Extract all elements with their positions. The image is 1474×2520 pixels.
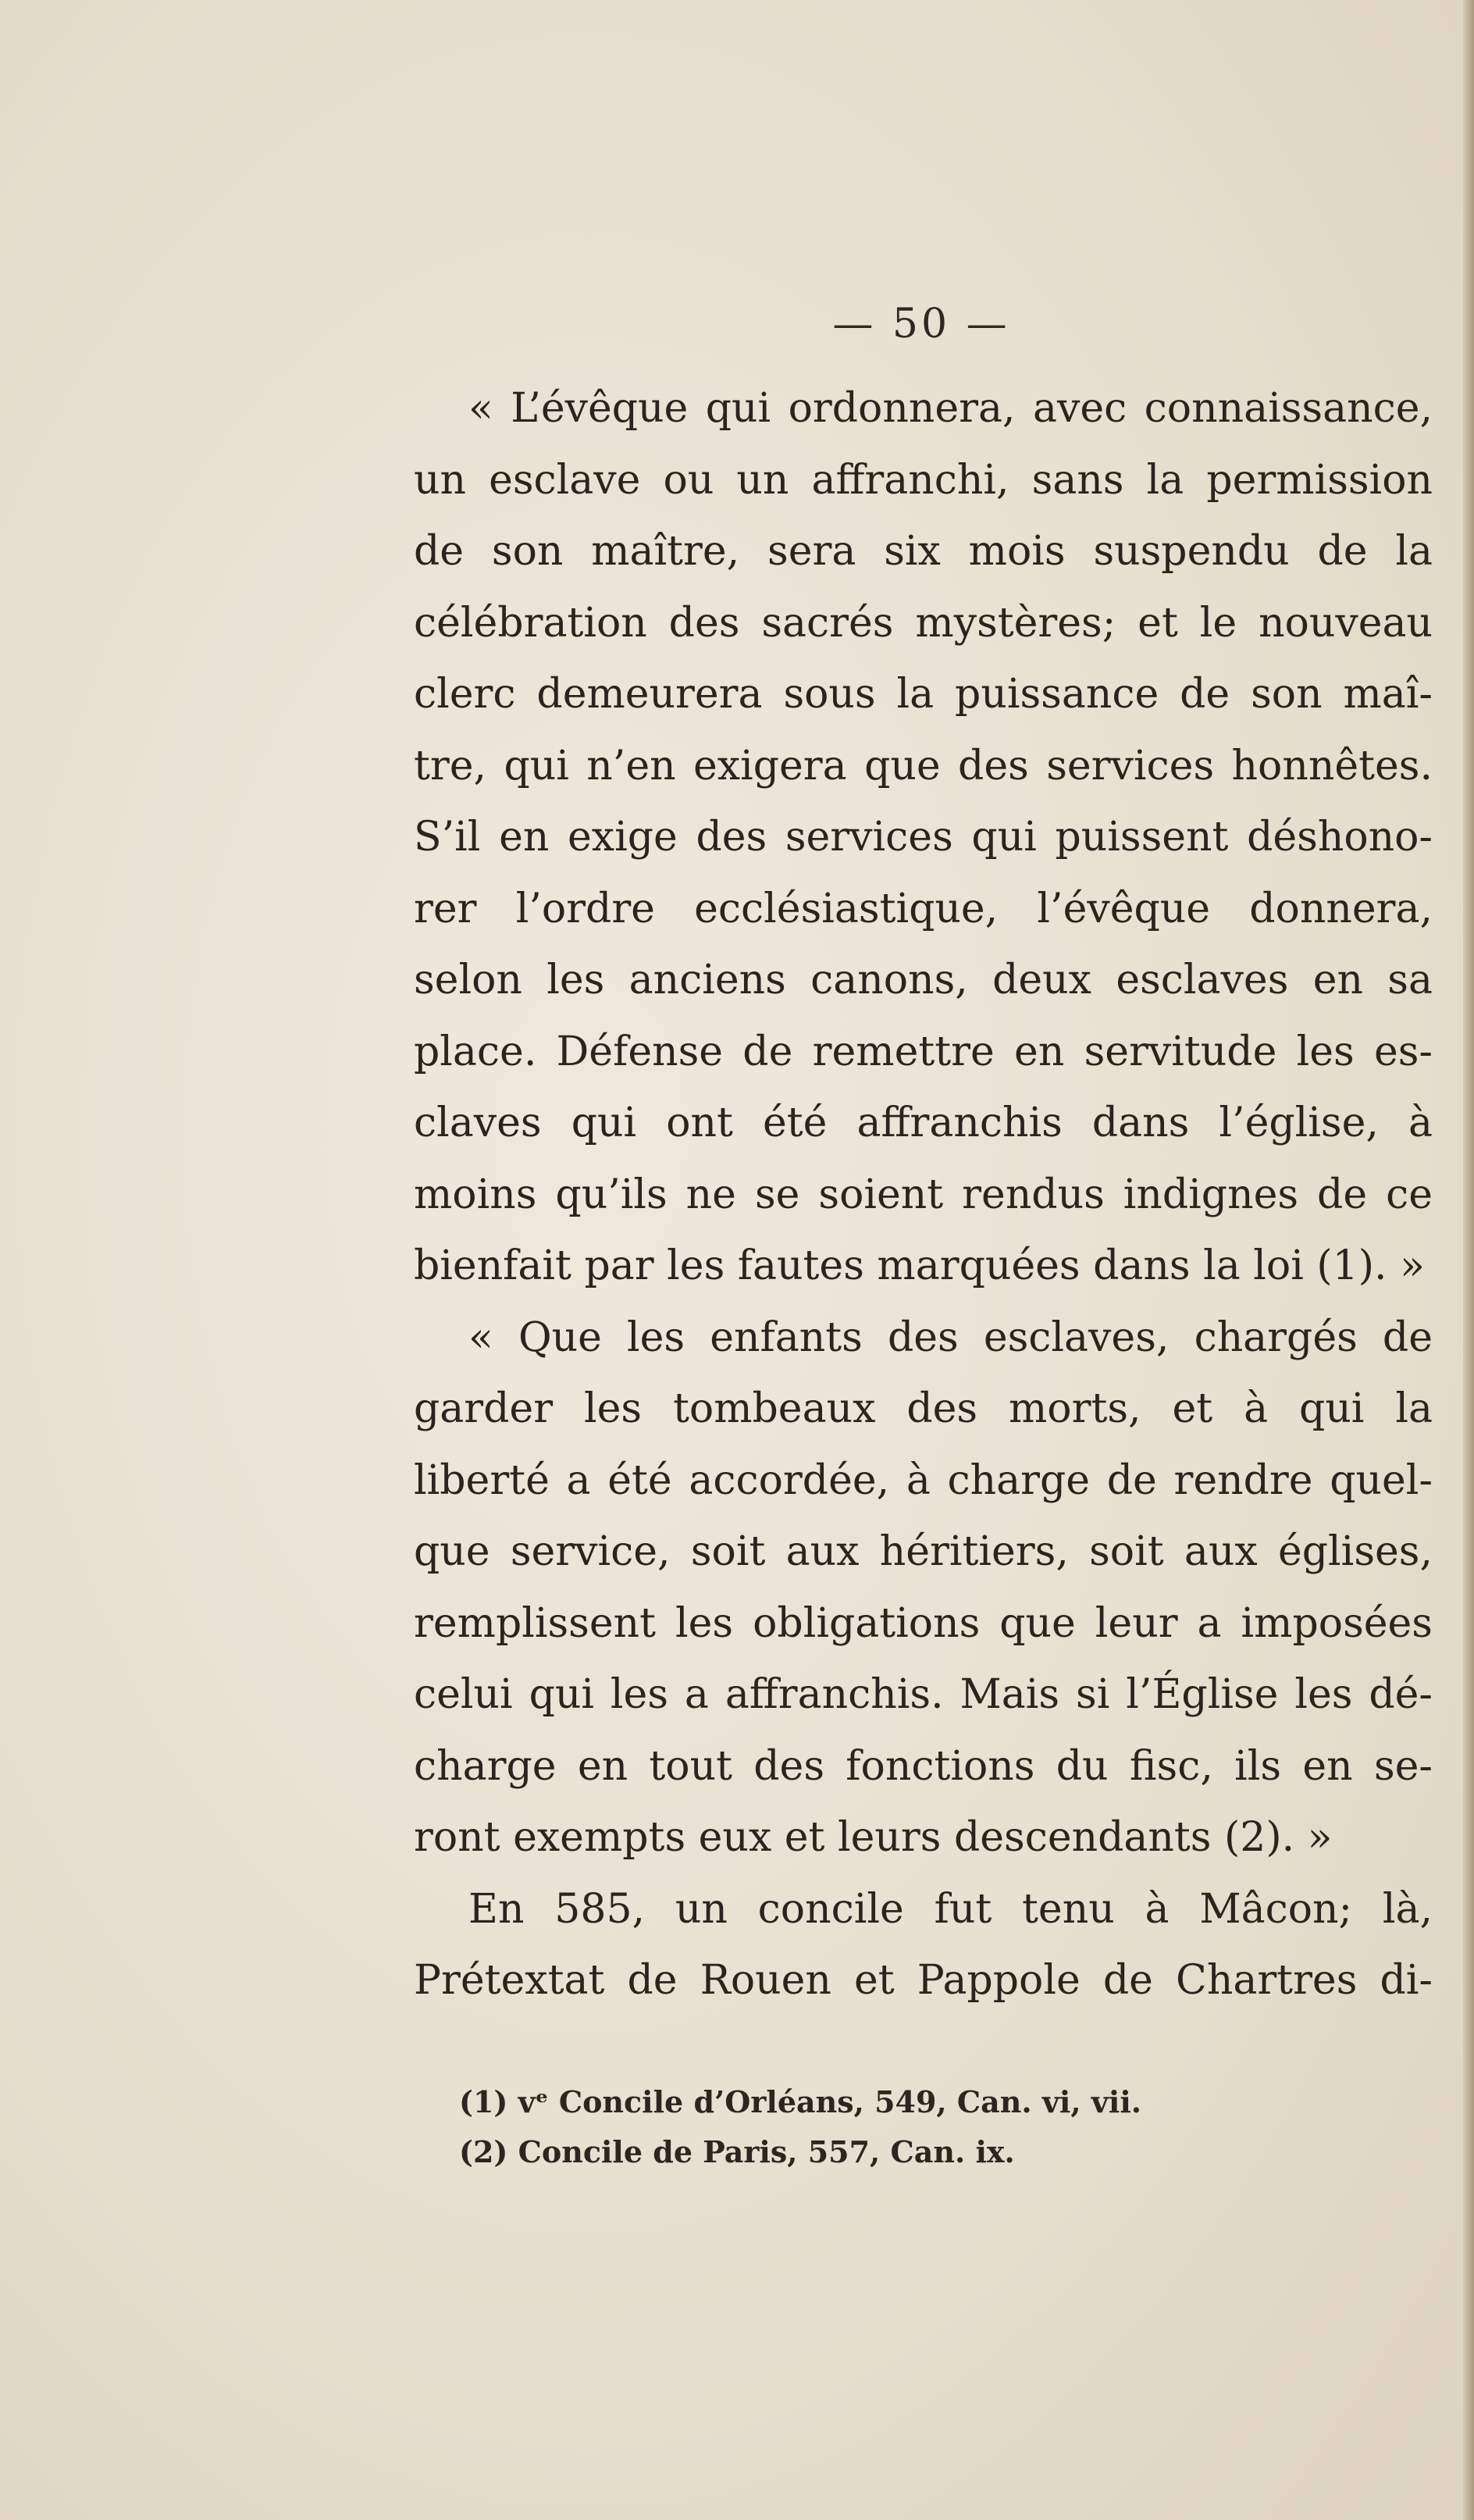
text-line: charge en tout des fonctions du fisc, ils en se- [414, 1742, 1433, 1790]
text-line: selon les anciens canons, deux esclaves en sa [414, 957, 1433, 1003]
text-line: moins qu’ils ne se soient rendus indignes de ce [414, 1171, 1433, 1218]
text-line: un esclave ou un affranchi, sans la permission [414, 456, 1433, 504]
text-line: Prétextat de Rouen et Pappole de Chartres di- [414, 1957, 1433, 2004]
text-line: place. Défense de remettre en servitude les es- [414, 1028, 1433, 1075]
text-line: que service, soit aux héritiers, soit aux églises, [414, 1528, 1433, 1575]
text-line: tre, qui n’en exigera que des services honnêtes. [414, 742, 1433, 790]
footnote-1: (1) vᵉ Concile d’Orléans, 549, Can. vi, vii. [459, 2084, 1141, 2119]
page-number: — 50 — [832, 301, 1010, 348]
text-line: garder les tombeaux des morts, et à qui la [414, 1385, 1433, 1432]
text-line: claves qui ont été affranchis dans l’église, à [414, 1100, 1433, 1146]
text-line: « Que les enfants des esclaves, chargés de [468, 1313, 1433, 1361]
footnote-2: (2) Concile de Paris, 557, Can. ix. [459, 2134, 1015, 2169]
text-line: remplissent les obligations que leur a imposées [414, 1599, 1433, 1647]
text-line: ront exempts eux et leurs descendants (2). » [414, 1814, 1333, 1861]
text-line: En 585, un concile fut tenu à Mâcon; là, [468, 1885, 1433, 1933]
text-line: S’il en exige des services qui puissent déshono- [414, 814, 1433, 861]
footnotes [459, 2077, 1396, 2177]
text-line: bienfait par les fautes marquées dans la loi (1). » [414, 1242, 1425, 1289]
page-edge [1463, 0, 1474, 2520]
text-line: celui qui les a affranchis. Mais si l’Église les dé- [414, 1671, 1433, 1718]
text-line: « L’évêque qui ordonnera, avec connaissance, [468, 385, 1433, 432]
text-line: liberté a été accordée, à charge de rendre quel- [414, 1456, 1433, 1504]
text-line: rer l’ordre ecclésiastique, l’évêque donnera, [414, 885, 1433, 932]
text-line: célébration des sacrés mystères; et le nouveau [414, 599, 1433, 647]
body-text [414, 373, 1433, 2017]
text-line: de son maître, sera six mois suspendu de la [414, 528, 1433, 575]
text-line: clerc demeurera sous la puissance de son maî- [414, 671, 1433, 718]
